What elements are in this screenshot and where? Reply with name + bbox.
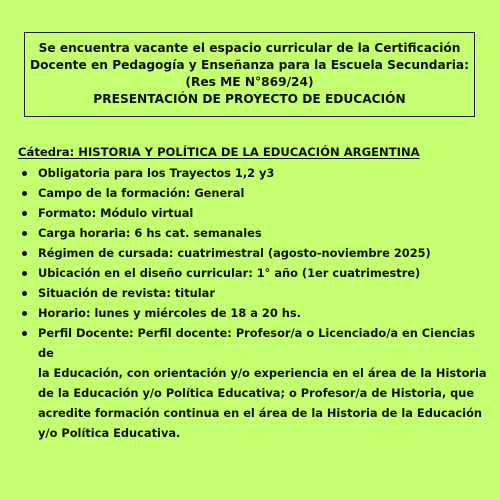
list-item [18, 263, 490, 283]
list-item-text: Obligatoria para los Trayectos 1,2 y3 [38, 166, 275, 180]
list-item-text: Campo de la formación: General [38, 186, 245, 200]
list-item-text: Formato: Módulo virtual [38, 206, 194, 220]
profile-line-2: la Educación, con orientación y/o experiencia en el área de la Historia [38, 366, 487, 380]
profile-line-4: acredite formación continua en el área de la Historia de la Educación [38, 406, 483, 420]
chair-title: Cátedra: HISTORIA Y POLÍTICA DE LA EDUCACIÓN ARGENTINA [18, 145, 420, 159]
list-item-text: Horario: lunes y miércoles de 18 a 20 hs. [38, 306, 301, 320]
profile-line-3: de la Educación y/o Política Educativa; o Profesor/a de Historia, que [38, 386, 475, 400]
header-line-4: PRESENTACIÓN DE PROYECTO DE EDUCACIÓN [93, 92, 406, 106]
list-item-text: Ubicación en el diseño curricular: 1° año (1er cuatrimestre) [38, 266, 421, 280]
bullet-icon [22, 251, 27, 256]
bullet-icon [22, 191, 27, 196]
profile-line-1: Perfil Docente: Perfil docente: Profesor/a o Licenciado/a en Ciencias de [38, 326, 476, 360]
bullet-icon [22, 311, 27, 316]
bullet-icon [22, 331, 27, 336]
list-item [18, 183, 490, 203]
announcement-header-box [24, 32, 475, 117]
list-item-text: Carga horaria: 6 hs cat. semanales [38, 226, 262, 240]
bullet-icon [22, 291, 27, 296]
bullet-icon [22, 271, 27, 276]
list-item [18, 203, 490, 223]
list-item [18, 163, 490, 183]
header-line-3: (Res ME N°869/24) [185, 75, 314, 89]
list-item [18, 303, 490, 323]
profile-item [18, 323, 490, 443]
list-item [18, 243, 490, 263]
bullet-icon [22, 171, 27, 176]
header-line-1: Se encuentra vacante el espacio curricular de la Certificación [38, 41, 461, 55]
list-item [18, 223, 490, 243]
profile-line-5: y/o Política Educativa. [38, 426, 181, 440]
bullet-icon [22, 211, 27, 216]
list-item-text: Régimen de cursada: cuatrimestral (agosto-noviembre 2025) [38, 246, 431, 260]
header-line-2: Docente en Pedagogía y Enseñanza para la Escuela Secundaria: [30, 58, 469, 72]
details-list [18, 163, 490, 443]
list-item [18, 283, 490, 303]
list-item-text: Situación de revista: titular [38, 286, 215, 300]
bullet-icon [22, 231, 27, 236]
